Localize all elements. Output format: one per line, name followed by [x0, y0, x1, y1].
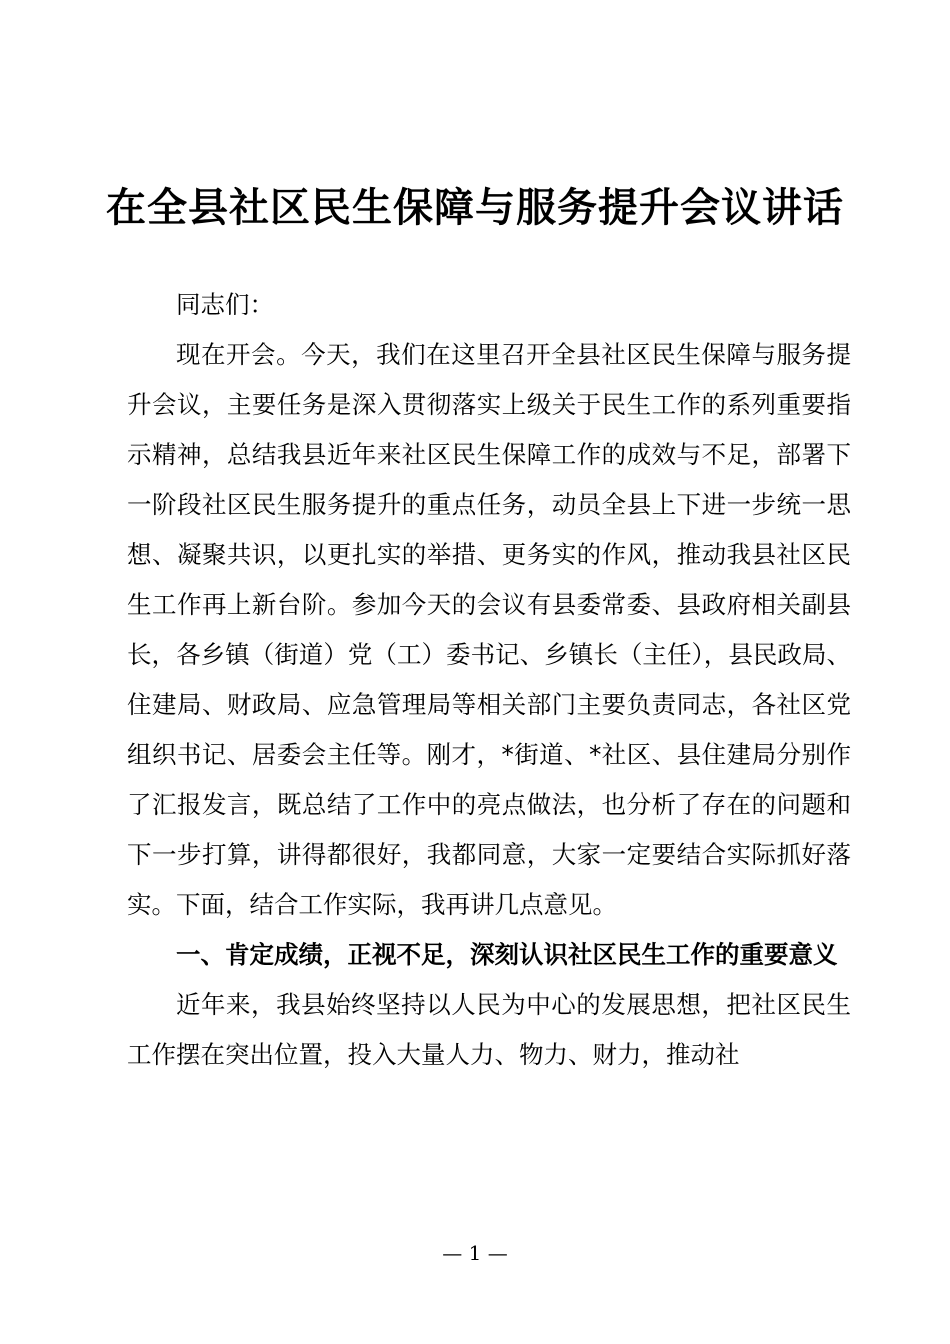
opening-paragraph: 现在开会。今天，我们在这里召开全县社区民生保障与服务提升会议，主要任务是深入贯彻落实上级关于民生工作的系列重要指示精神，总结我县近年来社区民生保障工作的成效与不足，部署下一阶段社区民生服务提升的重点任务，动员全县上下进一步统一思想、凝聚共识，以更扎实的举措、更务实的作风，推动我县社区民生工作再上新台阶。参加今天的会议有县委常委、县政府相关副县长，各乡镇（街道）党（工）委书记、乡镇长（主任），县民政局、住建局、财政局、应急管理局等相关部门主要负责同志，各社区党组织书记、居委会主任等。刚才，*街道、*社区、县住建局分别作了汇报发言，既总结了工作中的亮点做法，也分析了存在的问题和下一步打算，讲得都很好，我都同意，大家一定要结合实际抓好落实。下面，结合工作实际，我再讲几点意见。 [127, 340, 851, 919]
page-number: — 1 — [442, 1241, 508, 1265]
document-body [127, 280, 851, 1080]
section-paragraph: 近年来，我县始终坚持以人民为中心的发展思想，把社区民生工作摆在突出位置，投入大量人力、物力、财力，推动社 [127, 990, 851, 1069]
section-heading: 一、肯定成绩，正视不足，深刻认识社区民生工作的重要意义 [176, 940, 838, 969]
document-title: 在全县社区民生保障与服务提升会议讲话 [106, 184, 844, 231]
salutation: 同志们： [176, 290, 274, 319]
